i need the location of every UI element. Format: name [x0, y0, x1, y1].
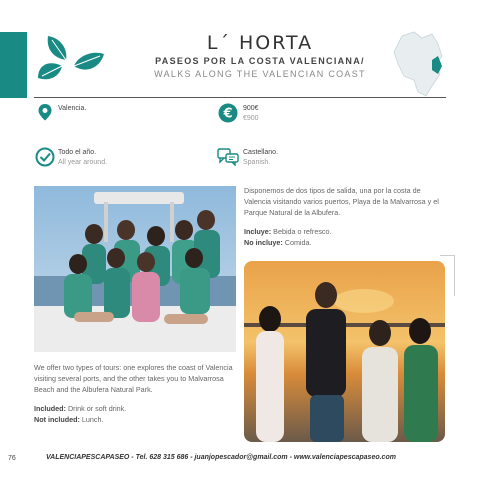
leaves-logo-icon [36, 30, 106, 86]
included-es-value: Bebida o refresco. [273, 227, 332, 236]
check-circle-icon [35, 147, 55, 167]
subtitle-spanish: PASEOS POR LA COSTA VALENCIANA/ [155, 56, 365, 66]
subtitle-english: WALKS ALONG THE VALENCIAN COAST [154, 69, 366, 79]
language-text-en: Spanish. [243, 159, 271, 166]
season-text: Todo el año. [58, 149, 97, 156]
not-included-en-value: Lunch. [81, 415, 104, 424]
not-included-es-value: Comida. [284, 238, 312, 247]
svg-text:€: € [223, 106, 233, 122]
group-boat-photo [34, 186, 236, 352]
description-spanish [244, 185, 447, 248]
not-included-es-label: No incluye: [244, 238, 283, 247]
language-text: Castellano. [243, 149, 279, 156]
not-included-en-label: Not included: [34, 415, 80, 424]
price-text: 900€ [243, 105, 259, 112]
accent-tab [0, 32, 27, 98]
sunset-group-photo [244, 261, 445, 442]
price-info [243, 104, 259, 124]
not-included-en [34, 414, 237, 425]
season-info [58, 148, 107, 168]
language-info [243, 148, 278, 168]
page-title: L´ HORTA [206, 32, 314, 54]
location-info [58, 104, 86, 114]
included-es [244, 226, 447, 237]
header-divider [34, 97, 446, 98]
season-text-en: All year around. [58, 159, 108, 166]
description-es-text: Disponemos de dos tipos de salida, una por la costa de Valencia visitando varios puertos, Playa de la Malvarrosa y el Parque Natural de la Albufera. [244, 186, 439, 217]
price-text-en: €900 [243, 115, 259, 122]
not-included-es [244, 237, 447, 248]
location-text: Valencia. [58, 105, 87, 112]
included-en-label: Included: [34, 404, 66, 413]
page-number: 76 [8, 455, 16, 462]
description-english [34, 362, 237, 425]
footer-contact: VALENCIAPESCAPASEO - Tel. 628 315 686 - juanjopescador@gmail.com - www.valenciapescapaseo.com [46, 454, 396, 461]
euro-icon [218, 103, 238, 123]
included-es-label: Incluye: [244, 227, 272, 236]
included-en [34, 403, 237, 414]
chat-bubbles-icon [217, 148, 239, 166]
region-map-icon [392, 30, 448, 98]
included-en-value: Drink or soft drink. [67, 404, 127, 413]
map-pin-icon [36, 103, 54, 121]
description-en-text: We offer two types of tours: one explores the coast of Valencia visiting several ports, and the other takes you to Malvarrosa Beach and the Albufera Natural Park. [34, 363, 233, 394]
